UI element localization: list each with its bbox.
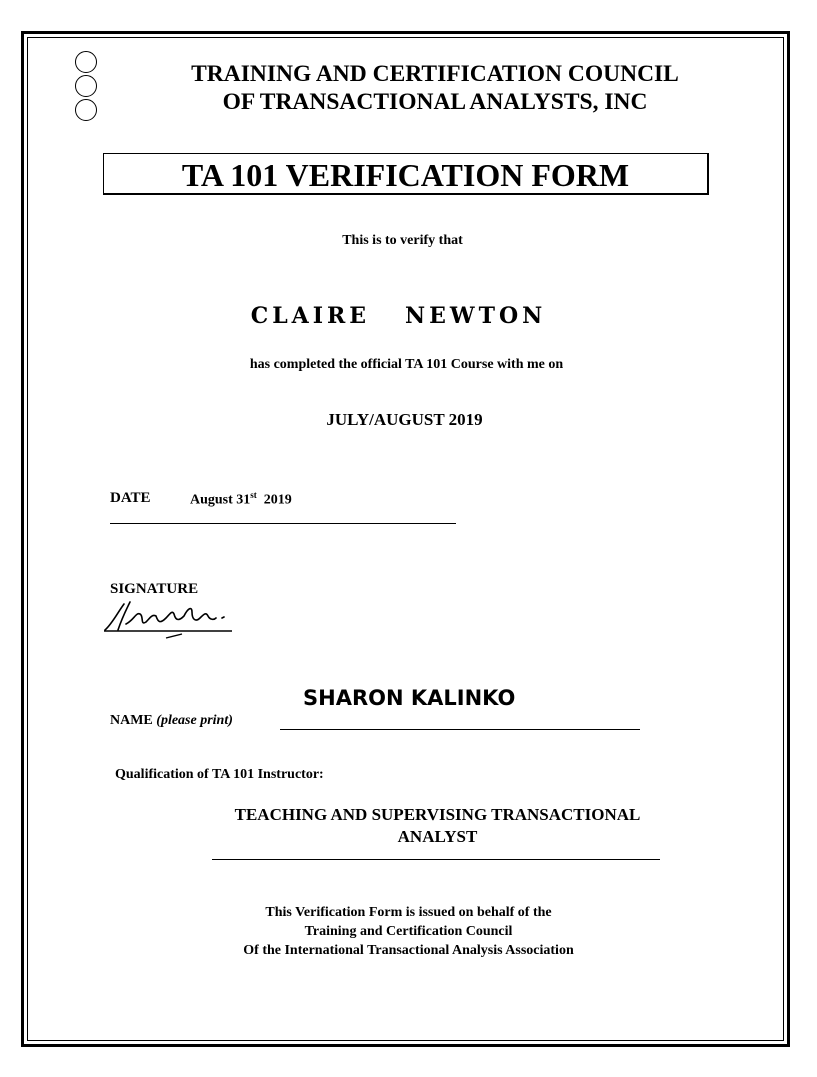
name-label: NAME: [110, 713, 153, 728]
date-line: [110, 523, 456, 524]
binder-hole-icon: [75, 75, 97, 97]
council-heading: [120, 60, 750, 116]
course-period: JULY/AUGUST 2019: [326, 410, 483, 429]
council-line-2: OF TRANSACTIONAL ANALYSTS, INC: [222, 89, 648, 115]
name-line: [280, 729, 640, 730]
signature-image: [100, 596, 240, 642]
name-label-row: [110, 713, 233, 729]
footer-note: [0, 903, 817, 960]
footer-line-1: This Verification Form is issued on behalf of the: [265, 905, 552, 920]
date-label: DATE: [110, 490, 151, 506]
student-name: CLAIRE NEWTON: [250, 303, 547, 329]
qualification-value: [205, 804, 670, 848]
council-line-1: TRAINING AND CERTIFICATION COUNCIL: [191, 61, 679, 87]
qualification-line-2: ANALYST: [397, 827, 478, 846]
binder-hole-icon: [75, 51, 97, 73]
binder-hole-icon: [75, 99, 97, 121]
qualification-label: Qualification of TA 101 Instructor:: [115, 767, 324, 782]
form-title: TA 101 VERIFICATION FORM: [103, 153, 709, 195]
footer-line-3: Of the International Transactional Analysis Association: [243, 943, 574, 958]
date-value-suffix: st: [250, 490, 257, 500]
qualification-line: [212, 859, 660, 860]
verify-text: This is to verify that: [342, 233, 463, 248]
instructor-name-value: SHARON KALINKO: [303, 686, 516, 710]
date-value-main: August 31: [190, 492, 251, 508]
footer-line-2: Training and Certification Council: [304, 924, 513, 939]
signature-label: SIGNATURE: [110, 581, 199, 597]
qualification-line-1: TEACHING AND SUPERVISING TRANSACTIONAL: [234, 805, 641, 824]
date-value-year: 2019: [263, 492, 292, 508]
completed-text: has completed the official TA 101 Course with me on: [249, 357, 564, 372]
name-hint: (please print): [156, 713, 233, 728]
date-value: [190, 490, 292, 509]
